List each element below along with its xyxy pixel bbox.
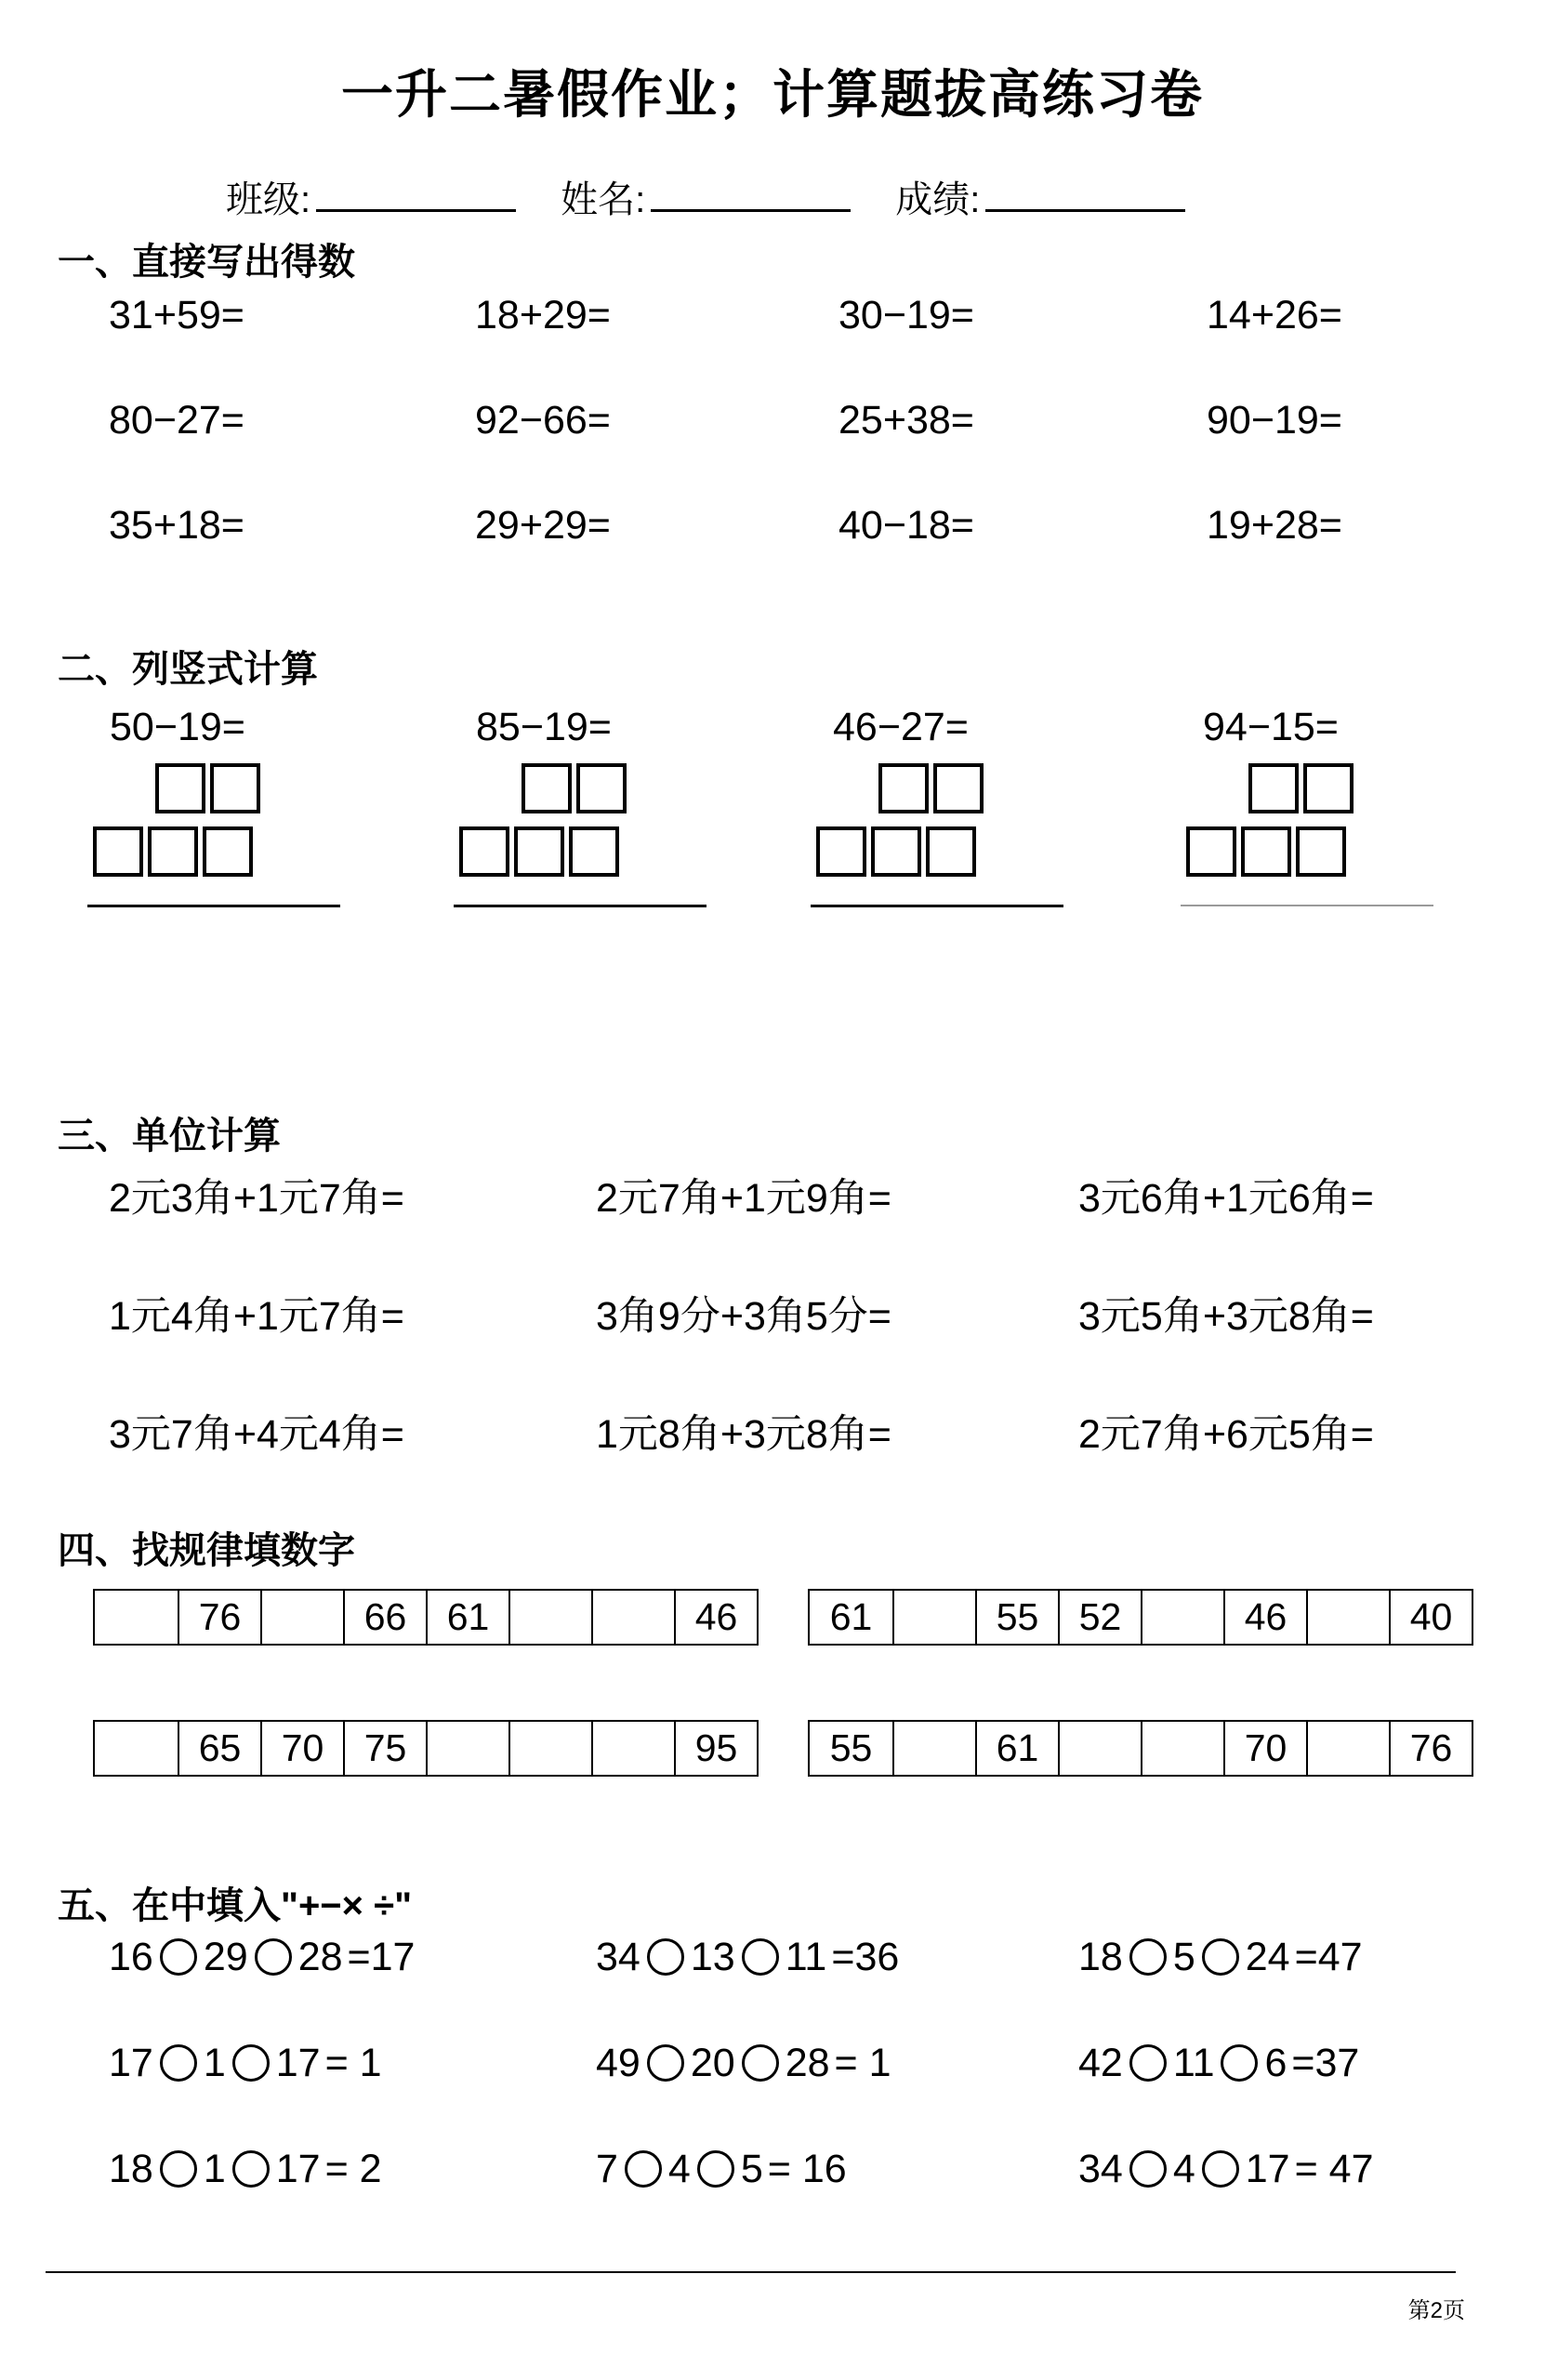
operator-circle[interactable]: [1221, 2044, 1258, 2082]
answer-box[interactable]: [871, 826, 921, 877]
class-label: 班级:: [226, 179, 311, 220]
operator-circle[interactable]: [1129, 2150, 1167, 2188]
pattern-cell: 76: [1389, 1722, 1472, 1775]
arith-problem: 35+18=: [109, 503, 244, 548]
arith-problem: 19+28=: [1207, 503, 1342, 548]
arith-problem: 80−27=: [109, 398, 244, 443]
pattern-cell[interactable]: [1306, 1591, 1389, 1644]
pattern-cell: 61: [426, 1591, 508, 1644]
score-blank-field[interactable]: [985, 173, 1185, 212]
answer-line: [1181, 905, 1433, 906]
vertical-calc-label: 50−19=: [110, 705, 245, 749]
operand: 17: [275, 2146, 321, 2191]
result: =17: [347, 1934, 416, 1979]
operand: 7: [596, 2146, 618, 2191]
pattern-cell: 66: [343, 1591, 426, 1644]
answer-box[interactable]: [93, 826, 143, 877]
vertical-calc-bottom-row: [93, 826, 459, 884]
arith-problem: 31+59=: [109, 293, 244, 337]
pattern-cell: 46: [674, 1591, 757, 1644]
section1-heading: 一、直接写出得数: [58, 242, 355, 283]
pattern-cell: 76: [178, 1591, 260, 1644]
operator-problem: [109, 1932, 596, 1982]
pattern-cell[interactable]: [426, 1722, 508, 1775]
vertical-calc: [93, 705, 459, 907]
pattern-cell: 95: [674, 1722, 757, 1775]
answer-box[interactable]: [210, 763, 260, 813]
money-problem: 2元7角+1元9角=: [596, 1176, 891, 1221]
money-problem: 3元5角+3元8角=: [1078, 1294, 1374, 1339]
operand: 49: [596, 2040, 640, 2085]
result: = 1: [834, 2040, 891, 2085]
pattern-cell[interactable]: [95, 1722, 178, 1775]
operand: 17: [109, 2040, 153, 2085]
answer-box[interactable]: [514, 826, 564, 877]
operand: 4: [1172, 2146, 1195, 2191]
operator-problem: [109, 2144, 596, 2194]
pattern-cell[interactable]: [508, 1591, 591, 1644]
arith-problem: 90−19=: [1207, 398, 1342, 443]
money-problem: 1元4角+1元7角=: [109, 1294, 404, 1339]
pattern-cell: 61: [975, 1722, 1058, 1775]
pattern-cell: 40: [1389, 1591, 1472, 1644]
section3-heading: 三、单位计算: [58, 1116, 281, 1157]
section5-heading: 五、在中填入"+−× ÷": [58, 1885, 413, 1926]
section3-problems: [109, 1167, 1374, 1460]
operand: 18: [1078, 1934, 1123, 1979]
operator-circle[interactable]: [647, 1938, 684, 1976]
pattern-table: [808, 1589, 1473, 1646]
operator-problem: [596, 2144, 1078, 2194]
name-label: 姓名:: [561, 179, 646, 220]
vertical-calc-label: 94−15=: [1203, 705, 1339, 749]
operator-circle[interactable]: [697, 2150, 734, 2188]
operator-circle[interactable]: [647, 2044, 684, 2082]
operand: 17: [275, 2040, 321, 2085]
result: =47: [1294, 1934, 1363, 1979]
money-problem: 3元6角+1元6角=: [1078, 1176, 1374, 1221]
vertical-calc: [1186, 705, 1545, 907]
answer-line: [87, 905, 340, 907]
answer-box[interactable]: [926, 826, 976, 877]
operand: 13: [690, 1934, 735, 1979]
answer-box[interactable]: [816, 826, 866, 877]
operator-problem: [596, 2038, 1078, 2088]
pattern-cell[interactable]: [508, 1722, 591, 1775]
operand: 20: [690, 2040, 735, 2085]
page-number: 第2页: [1407, 2298, 1465, 2323]
arith-problem: 14+26=: [1207, 293, 1342, 337]
vertical-calc-bottom-row: [459, 826, 816, 884]
section4-heading: 四、找规律填数字: [58, 1530, 355, 1571]
pattern-cell[interactable]: [591, 1722, 674, 1775]
answer-box[interactable]: [148, 826, 198, 877]
answer-box[interactable]: [576, 763, 627, 813]
operator-circle[interactable]: [742, 1938, 779, 1976]
vertical-calc: [459, 705, 816, 907]
pattern-cell[interactable]: [1141, 1722, 1223, 1775]
pattern-cell[interactable]: [892, 1591, 975, 1644]
arith-problem: 40−18=: [839, 503, 974, 548]
operator-circle[interactable]: [1129, 1938, 1167, 1976]
vertical-calc-bottom-row: [1186, 826, 1545, 884]
operator-problem: [1078, 2038, 1374, 2088]
pattern-tables-row2: [93, 1720, 1473, 1777]
money-problem: 3角9分+3角5分=: [596, 1294, 891, 1339]
header-fields: [226, 170, 1230, 223]
answer-box[interactable]: [1241, 826, 1291, 877]
pattern-cell: 52: [1058, 1591, 1141, 1644]
answer-box[interactable]: [933, 763, 984, 813]
vertical-calc-top-row: [816, 763, 1186, 821]
operator-circle[interactable]: [1202, 2150, 1239, 2188]
pattern-cell[interactable]: [1306, 1722, 1389, 1775]
section5-problems: [109, 1932, 1374, 2194]
operand: 28: [785, 2040, 830, 2085]
answer-line: [811, 905, 1063, 907]
pattern-cell: 70: [1223, 1722, 1306, 1775]
operand: 11: [1172, 2040, 1215, 2085]
answer-box[interactable]: [459, 826, 509, 877]
money-problem: 2元3角+1元7角=: [109, 1176, 404, 1221]
page-title: 一升二暑假作业；计算题拔高练习卷: [341, 65, 1204, 124]
operand: 28: [297, 1934, 343, 1979]
result: = 47: [1294, 2146, 1374, 2191]
operand: 42: [1078, 2040, 1123, 2085]
pattern-cell[interactable]: [892, 1722, 975, 1775]
operand: 29: [203, 1934, 248, 1979]
operator-problem: [596, 1932, 1078, 1982]
answer-box[interactable]: [155, 763, 205, 813]
operand: 1: [203, 2040, 226, 2085]
operand: 11: [785, 1934, 827, 1979]
operand: 17: [1245, 2146, 1290, 2191]
footer-divider: [46, 2271, 1456, 2273]
vertical-calc-label: 46−27=: [833, 705, 969, 749]
pattern-cell: 70: [260, 1722, 343, 1775]
operator-circle[interactable]: [1202, 1938, 1239, 1976]
pattern-cell[interactable]: [591, 1591, 674, 1644]
vertical-calc-top-row: [93, 763, 459, 821]
answer-box[interactable]: [522, 763, 572, 813]
result: = 1: [324, 2040, 382, 2085]
answer-box[interactable]: [1248, 763, 1299, 813]
name-blank-field[interactable]: [651, 173, 851, 212]
arith-problem: 18+29=: [475, 293, 611, 337]
pattern-tables-row1: [93, 1589, 1473, 1646]
pattern-cell: 46: [1223, 1591, 1306, 1644]
arith-problem: 30−19=: [839, 293, 974, 337]
answer-box[interactable]: [1303, 763, 1354, 813]
operator-circle[interactable]: [160, 1938, 197, 1976]
answer-box[interactable]: [1296, 826, 1346, 877]
result: = 16: [767, 2146, 847, 2191]
pattern-table: [808, 1720, 1473, 1777]
pattern-cell: 75: [343, 1722, 426, 1775]
pattern-cell[interactable]: [95, 1591, 178, 1644]
vertical-calc: [816, 705, 1186, 907]
operator-circle[interactable]: [742, 2044, 779, 2082]
operand: 1: [203, 2146, 226, 2191]
answer-box[interactable]: [569, 826, 619, 877]
money-problem: 3元7角+4元4角=: [109, 1412, 404, 1457]
pattern-cell: 55: [975, 1591, 1058, 1644]
vertical-calc-label: 85−19=: [476, 705, 612, 749]
result: =37: [1291, 2040, 1360, 2085]
pattern-cell: 61: [829, 1595, 873, 1638]
answer-box[interactable]: [878, 763, 929, 813]
operand: 5: [740, 2146, 763, 2191]
operator-circle[interactable]: [625, 2150, 662, 2188]
pattern-table: [93, 1720, 759, 1777]
vertical-calc-top-row: [1186, 763, 1545, 821]
result: = 2: [324, 2146, 382, 2191]
section2-heading: 二、列竖式计算: [58, 649, 318, 690]
operand: 34: [596, 1934, 640, 1979]
pattern-cell: 55: [829, 1726, 873, 1769]
operand: 16: [109, 1934, 153, 1979]
section2-problems: [93, 705, 1545, 907]
money-problem: 2元7角+6元5角=: [1078, 1412, 1374, 1457]
operand: 6: [1264, 2040, 1288, 2085]
score-label: 成绩:: [895, 179, 981, 220]
result: =36: [831, 1934, 900, 1979]
pattern-cell[interactable]: [1058, 1722, 1141, 1775]
section1-problems: [109, 293, 1342, 549]
pattern-cell: 65: [178, 1722, 260, 1775]
operator-circle[interactable]: [1129, 2044, 1167, 2082]
operator-circle[interactable]: [160, 2150, 197, 2188]
operand: 24: [1245, 1934, 1290, 1979]
answer-box[interactable]: [203, 826, 253, 877]
operator-problem: [1078, 2144, 1374, 2194]
operand: 4: [667, 2146, 691, 2191]
arith-problem: 29+29=: [475, 503, 611, 548]
arith-problem: 25+38=: [839, 398, 974, 443]
operator-problem: [109, 2038, 596, 2088]
money-problem: 1元8角+3元8角=: [596, 1412, 891, 1457]
pattern-table: [93, 1589, 759, 1646]
vertical-calc-bottom-row: [816, 826, 1186, 884]
operand: 34: [1078, 2146, 1123, 2191]
answer-box[interactable]: [1186, 826, 1236, 877]
operator-problem: [1078, 1932, 1374, 1982]
operator-circle[interactable]: [255, 1938, 292, 1976]
pattern-cell[interactable]: [260, 1591, 343, 1644]
operator-circle[interactable]: [160, 2044, 197, 2082]
operator-circle[interactable]: [232, 2044, 270, 2082]
operator-circle[interactable]: [232, 2150, 270, 2188]
pattern-cell[interactable]: [1141, 1591, 1223, 1644]
answer-line: [454, 905, 706, 907]
vertical-calc-top-row: [459, 763, 816, 821]
arith-problem: 92−66=: [475, 398, 611, 443]
operand: 18: [109, 2146, 153, 2191]
class-blank-field[interactable]: [316, 173, 516, 212]
operand: 5: [1172, 1934, 1195, 1979]
